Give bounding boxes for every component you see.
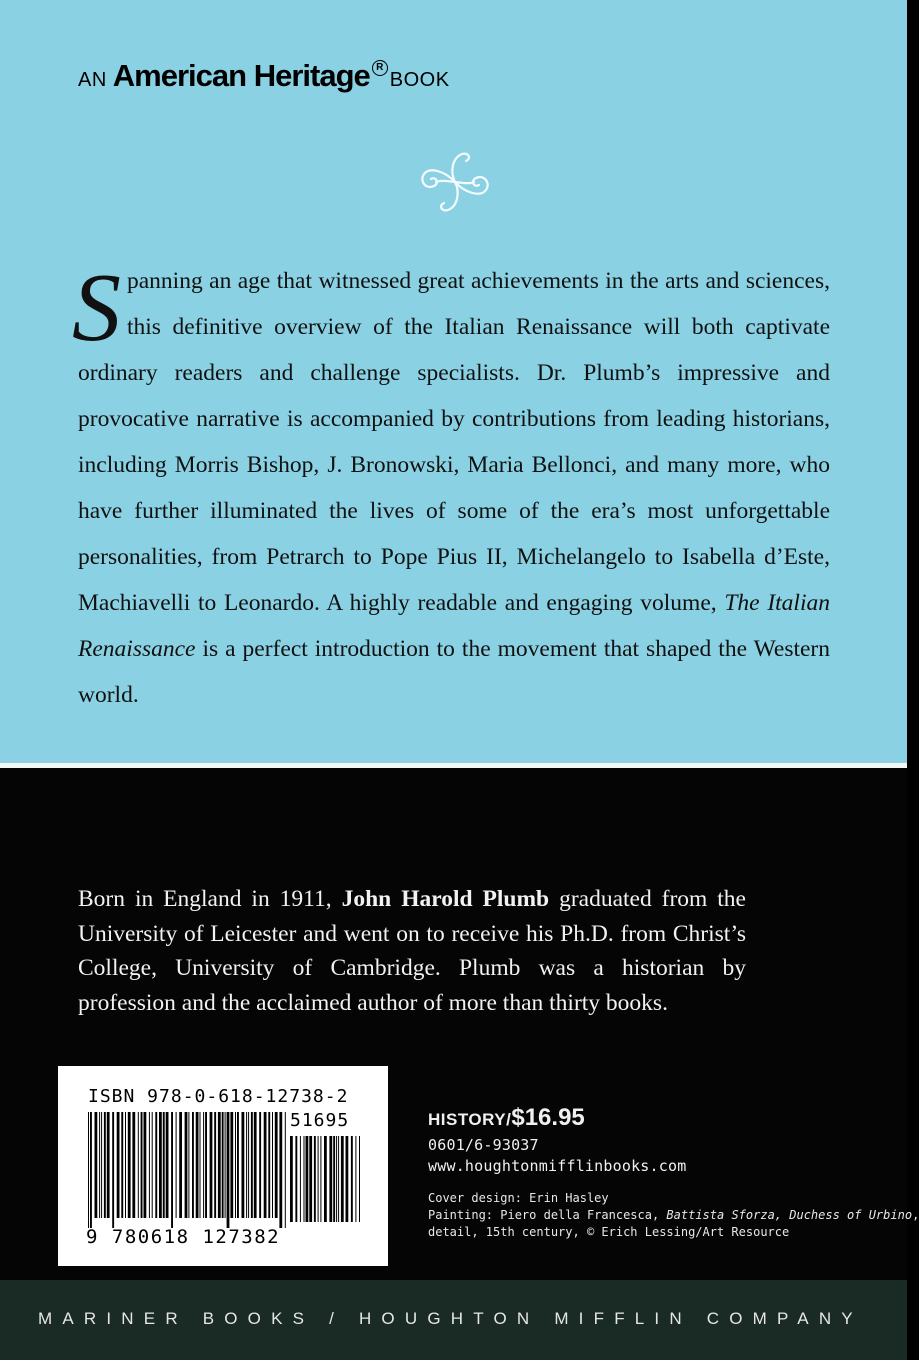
barcode-bar <box>159 1112 162 1218</box>
barcode-bar <box>246 1112 247 1218</box>
barcode-bar <box>355 1136 356 1222</box>
barcode-bar <box>121 1112 123 1218</box>
barcode-bar <box>227 1112 230 1228</box>
barcode-bar <box>185 1112 188 1218</box>
painting-suffix: , <box>912 1208 919 1222</box>
barcode-bar <box>205 1112 207 1218</box>
barcode-bar <box>138 1112 139 1218</box>
description-text-end: is a perfect introduction to the movement that shaped the Western world. <box>78 636 830 708</box>
category-label: HISTORY/ <box>428 1110 512 1129</box>
barcode-bar <box>104 1112 106 1218</box>
barcode-bar <box>346 1136 349 1222</box>
barcode-bar <box>341 1136 344 1222</box>
barcode-bar <box>333 1136 335 1222</box>
barcode-bar <box>314 1136 316 1222</box>
painting-title: Battista Sforza, Duchess of Urbino <box>666 1208 913 1222</box>
barcode-bar <box>188 1112 189 1218</box>
product-code: 0601/6-93037 <box>428 1136 539 1154</box>
barcode-bar <box>290 1136 293 1222</box>
price-line <box>428 1104 686 1132</box>
painting-credit-line2: detail, 15th century, © Erich Lessing/Art Resource <box>428 1225 790 1239</box>
barcode-bar <box>248 1112 249 1218</box>
barcode-bar <box>179 1112 182 1218</box>
barcode-bar <box>275 1112 278 1218</box>
barcode-bar <box>254 1112 257 1218</box>
barcode-bar <box>329 1136 332 1222</box>
barcode-bar <box>99 1112 100 1218</box>
barcode-bar <box>112 1112 114 1228</box>
barcode-bar <box>95 1112 98 1218</box>
barcode-bar <box>235 1112 236 1218</box>
series-prefix: AN <box>78 69 107 91</box>
barcode-bar <box>259 1112 261 1218</box>
description-text-start: panning an age that witnessed great achievements in the arts and sciences, this definitive overview of the Italian Renaissance will both captivate ordinary readers and challenge specialists. Dr. Plumb’s impressive and provocative narrative is accompanied by contributions from leading historians, including Morris Bishop, J. Bronowski, Maria Bellonci, and many more, who have further illuminated the lives of some of the era’s most unforgettable personalities, from Petrarch to Pope Pius II, Michelangelo to Isabella d’Este, Machiavelli to Leonardo. A highly readable and engaging volume, <box>78 268 830 616</box>
barcode-bar <box>128 1112 131 1218</box>
barcode-digits: 9 780618 127382 <box>86 1226 281 1248</box>
series-suffix: BOOK <box>389 69 450 91</box>
barcode-bar <box>230 1112 233 1218</box>
publisher-footer <box>0 1280 907 1360</box>
barcode-bar <box>309 1136 312 1222</box>
price-code-digits: 51695 <box>290 1110 350 1131</box>
barcode-bar <box>203 1112 204 1218</box>
barcode-bar <box>237 1112 239 1218</box>
bio-before: Born in England in 1911, <box>78 886 342 912</box>
barcode-bar <box>90 1112 92 1228</box>
book-title-italic: The Italian Renaissance <box>78 590 830 662</box>
barcode-bar <box>171 1112 173 1228</box>
barcode-bar <box>320 1136 321 1222</box>
isbn-text: ISBN 978-0-618-12738-2 <box>88 1086 349 1107</box>
cover-credits <box>428 1190 919 1241</box>
barcode-bar <box>214 1112 216 1218</box>
barcode-bar <box>222 1112 224 1218</box>
barcode-bar <box>300 1136 301 1222</box>
barcode-bar <box>306 1136 309 1222</box>
series-name: American Heritage <box>112 58 370 93</box>
ean-barcode <box>88 1112 288 1228</box>
barcode-bar <box>155 1112 157 1218</box>
barcode-bar <box>141 1112 143 1218</box>
barcode-bar <box>338 1136 339 1222</box>
publisher-name: MARINER BOOKS / HOUGHTON MIFFLIN COMPANY <box>38 1309 863 1328</box>
barcode-bar <box>279 1112 282 1228</box>
painting-prefix: Painting: Piero della Francesca, <box>428 1208 667 1222</box>
barcode-bar <box>210 1112 213 1218</box>
registered-mark: R <box>372 60 388 76</box>
barcode-bar <box>351 1136 353 1222</box>
barcode-bar <box>218 1112 221 1218</box>
barcode-bar <box>149 1112 150 1218</box>
barcode-bar <box>152 1112 153 1218</box>
book-description <box>72 254 830 718</box>
barcode-bar <box>285 1112 286 1228</box>
barcode-bar <box>192 1112 194 1218</box>
barcode-bar <box>125 1112 126 1218</box>
barcode-bar <box>144 1112 147 1218</box>
barcode-bar <box>107 1112 110 1218</box>
cover-design-credit: Cover design: Erin Hasley <box>428 1191 609 1205</box>
barcode-bar <box>272 1112 273 1218</box>
barcode-bar <box>304 1136 305 1222</box>
barcode-bar <box>251 1112 253 1218</box>
barcode-bar <box>88 1112 89 1228</box>
drop-cap: S <box>72 254 121 362</box>
barcode-bar <box>336 1136 337 1222</box>
barcode-bar <box>242 1112 245 1218</box>
barcode-bar <box>163 1112 165 1218</box>
barcode-bar <box>359 1136 360 1222</box>
barcode-bar <box>101 1112 102 1218</box>
barcode-bar <box>176 1112 177 1218</box>
author-bio <box>78 882 746 1020</box>
barcode-bar <box>225 1112 226 1218</box>
barcode-label <box>58 1066 388 1266</box>
publisher-url: www.houghtonmifflinbooks.com <box>428 1157 687 1175</box>
barcode-bar <box>196 1112 199 1218</box>
barcode-bar <box>200 1112 201 1218</box>
barcode-bar <box>318 1136 319 1222</box>
painting-credit <box>428 1207 919 1224</box>
price-block <box>428 1104 686 1175</box>
barcode-bar <box>295 1136 297 1222</box>
barcode-bar <box>324 1136 327 1222</box>
barcode-bar <box>264 1112 267 1218</box>
author-name: John Harold Plumb <box>341 886 550 912</box>
barcode-bar <box>166 1112 169 1218</box>
flourish-ornament-icon <box>416 148 494 216</box>
barcode-bar <box>117 1112 120 1218</box>
bio-after: graduated from the University of Leicester and went on to receive his Ph.D. from Christ’s College, University of Cambridge. Plumb was a historian by profession and the acclaimed author of more than thirty books. <box>78 886 746 1016</box>
price-amount: $16.95 <box>511 1104 585 1131</box>
barcode-bar <box>268 1112 270 1218</box>
addon-barcode <box>290 1136 362 1222</box>
barcode-bar <box>132 1112 135 1218</box>
series-logo <box>78 58 450 94</box>
